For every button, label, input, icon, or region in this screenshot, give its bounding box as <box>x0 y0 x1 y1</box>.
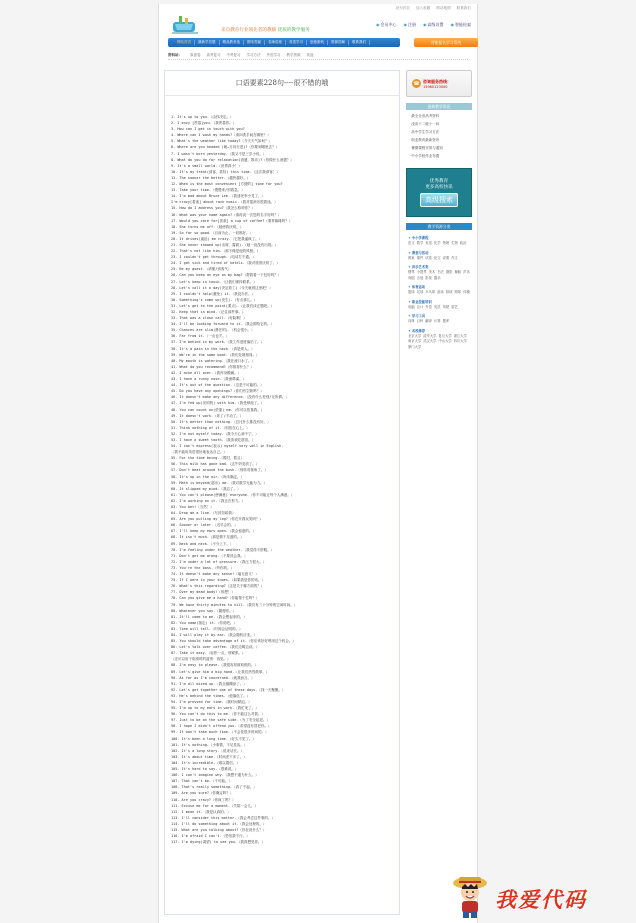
subnav-label: 资料站： <box>168 53 182 57</box>
news-item[interactable]: · 高中学生学习方法 <box>409 128 469 136</box>
article-panel <box>164 70 400 915</box>
nav-item[interactable]: 资源讲解 <box>328 40 349 45</box>
article-line: 10. It's my treat(请客，款待) this time.（这次我请客！） <box>171 169 280 174</box>
article-line: 74. It doesn't make any sense!（毫无意义！） <box>171 572 259 577</box>
article-line: 85. You should take advantage of it.（你应该好好利用这个机会。） <box>171 639 296 644</box>
nav-item[interactable]: 期末答疑 <box>244 40 265 45</box>
category-items[interactable]: 教案 课件 试卷 论文 说课 作文 <box>408 255 458 260</box>
article-line: 16. What was your name again?（请再说一次您的名字好吗？） <box>171 212 282 217</box>
article-line: 92. Let's get together one of these days.（找一天聚聚。） <box>171 687 286 692</box>
article-line: 101. It's nothing.（小事情，不足挂齿。） <box>171 742 248 747</box>
article-line: 72. I'm under a lot of pressure.（我压力很大。） <box>171 559 267 564</box>
article-line: 62. I'm working on it.（我正在努力。） <box>171 498 246 503</box>
article-line: 78. Can you give me a hand?（你能帮个忙吗？） <box>171 596 260 601</box>
article-line: 96. You can't do this to me.（你不能这么对我。） <box>171 712 266 717</box>
category-title[interactable]: ✦ 中小学课程 <box>408 235 470 240</box>
subnav-item[interactable]: 中考复习 <box>226 53 241 57</box>
category-items[interactable]: 语文 数学 英语 化学 物理 生物 政治 <box>408 241 467 245</box>
article-line: 77. Over my dead body!（休想！） <box>171 590 235 595</box>
sub-nav <box>168 52 468 60</box>
article-line: 18. She turns me off.（她使我厌烦。） <box>171 224 244 229</box>
article-line: 109. Are you sure?（你确定吗？） <box>171 791 234 796</box>
article-line: 24. I got sick and tired of hotels.（我对旅馆厌烦了。） <box>171 261 280 266</box>
article-line: 76. What's this regarding?（这是关于哪方面的？） <box>171 584 265 589</box>
news-item[interactable]: · 中小学校作业布置 <box>409 152 469 160</box>
article-line: 84. I will play it by ear.（我会随机应变。） <box>171 632 258 637</box>
article-line: 88. I'm easy to please.（我很容易被取悦的。） <box>171 663 258 668</box>
news-heading: 最新教学资讯 <box>406 103 472 110</box>
article-line: 89. Let's give him a big hand.（让我们热烈鼓掌。） <box>171 669 270 674</box>
article-line: 82. You name(指定) it.（你说吧。） <box>171 620 237 625</box>
article-line: 56. This milk has gone bad.（这牛奶变质了。） <box>171 462 260 467</box>
article-line: 60. It slipped my mind.（我忘了。） <box>171 486 241 491</box>
article-line: 32. Keep that in mind.（记住那件事。） <box>171 310 246 314</box>
article-line: 48. You can count on(依靠) me.（你可以依靠我。） <box>171 407 265 412</box>
article-line: 59. Math is beyond(超出) me.（我对数学无能为力。） <box>171 480 268 485</box>
article-line: 38. It's a pain in the neck.（真是烦人。） <box>171 346 255 351</box>
ad-line-2: 更多高校快讯 <box>425 185 453 190</box>
category-items[interactable]: 电脑 会计 外语 英语 驾驶 厨艺 <box>408 304 458 309</box>
article-line: 9. It's a small world.（世界真小！） <box>171 163 242 168</box>
article-line: 90. As far as I'm concerned.（就我而言。） <box>171 675 255 680</box>
article-line: 37. I'm behind in my work.（我工作进度落后了。） <box>171 340 265 345</box>
article-line: 73. You're the boss.（听你的。） <box>171 565 235 570</box>
subnav-item[interactable]: 其他 <box>306 53 314 57</box>
smart-search-link[interactable]: ◉ 智能检索 <box>451 22 472 28</box>
article-line: 23. I couldn't get through.（电话打不通。） <box>171 255 256 260</box>
article-line: 114. I'll do something about it.（我会处理的。） <box>171 821 267 826</box>
nav-item[interactable]: 网站首页 <box>174 40 195 45</box>
article-line: 104. It's incredible.（难以置信。） <box>171 760 240 765</box>
article-line: 31. Let's get to the point(要点).（让我们谈正题吧。） <box>171 303 275 308</box>
article-line: 97. Just to be on the safe side.（为了安全起见。） <box>171 718 270 723</box>
article-line: 66. Sooner or later.（迟早会的。） <box>171 523 238 528</box>
article-line: 20. It drives(逼迫) me crazy.（它把我逼疯了。） <box>171 236 263 241</box>
article-line: 112. I mean it.（我是认真的。） <box>171 809 231 814</box>
article-line: 106. I can't imagine why.（我想不通为什么。） <box>171 773 259 778</box>
article-line: 79. We have thirty minutes to kill.（我们有三十分钟的空闲时间。） <box>171 602 298 607</box>
article-line: 41. What do you recommend?（你推荐什么？） <box>171 364 254 369</box>
article-line: 108. That's really something.（真了不起。） <box>171 785 257 790</box>
article-line: 95. I'm up to my ears in work.（我忙死了。） <box>171 706 259 711</box>
article-line: 33. That was a close call.（好险啊！） <box>171 316 247 321</box>
category-title[interactable]: ✦ 职业技能培训 <box>408 299 470 304</box>
article-line: 6. Where are you headed (朝…方向行进)?（你要到哪里去？） <box>171 145 280 150</box>
category-title[interactable]: ✦ 名校推荐 <box>408 328 470 333</box>
category-items[interactable]: 钢琴 小提琴 美术 书法 摄影 舞蹈 声乐 戏剧 吉他 影视 器乐 <box>408 270 470 280</box>
article-line: 91. I'm all mixed up.（我全搞糊涂了。） <box>171 681 247 686</box>
article-line: 61. You can't please(使满意) everyone.（你不可能让每个人满意。） <box>171 492 295 497</box>
article-line: 19. So far so good.（目前为止，一切都好。） <box>171 230 254 235</box>
category-list <box>406 230 472 352</box>
category-items[interactable]: 北京大学 清华大学 复旦大学 浙江大学 南京大学 武汉大学 中山大学 四川大学 厦门大学 <box>408 333 467 349</box>
article-line: 70. I'm feeling under the weather.（我觉得不舒服。） <box>171 547 275 552</box>
article-line: 22. That's not like him.（那不像是他的风格。） <box>171 249 261 254</box>
header-slogan <box>221 27 310 33</box>
main-nav <box>168 38 400 47</box>
article-line: 81. It'll come to me.（我会想起来的。） <box>171 614 247 619</box>
article-line: 111. Excuse me for a moment.（失陪一会儿。） <box>171 803 259 808</box>
article-line: 36. Far from it.（一点也不。） <box>171 334 230 339</box>
article-line: 51. Think nothing of it.（别放在心上。） <box>171 425 250 430</box>
article-line: 1. It's up to you.（由你决定。） <box>171 115 234 119</box>
nav-item[interactable]: 英语学习 <box>286 40 307 45</box>
category-title[interactable]: ✦ 学习工具 <box>408 313 470 318</box>
article-line: 39. We're in the same boat.（我们处境相同。） <box>171 352 260 357</box>
category-items[interactable]: 篮球 足球 乒乓球 游泳 排球 网球 体操 <box>408 290 470 294</box>
article-line: 68. It isn't much.（那是微不足道的。） <box>171 535 244 540</box>
article-line: 64. Drop me a line.（写封信给我） <box>171 511 236 516</box>
top-link[interactable]: 网站地图 <box>436 5 451 10</box>
article-line: 21. She never showed up(出席，露面).（她一直没有出现。） <box>171 242 279 247</box>
article-line: 52. I'm not myself today.（我今天心神不宁。） <box>171 431 259 436</box>
article-line: 65. Are you pulling my leg?（你在开我玩笑吗？） <box>171 517 263 522</box>
article-line: 14. I'm mad about Bruce Lee.（我迷死李小龙了。） <box>171 194 266 199</box>
article-line: 103. It's about time.（时间差不多了。） <box>171 754 247 759</box>
site-header <box>159 12 477 38</box>
article-line: 26. Can you keep an eye on my bag?（帮我看一下包好吗？） <box>171 273 282 278</box>
article-line: 115. What are you talking about?（你在说什么？） <box>171 827 267 832</box>
user-links <box>376 22 471 28</box>
subnav-item[interactable]: 高考复习 <box>206 53 221 57</box>
article-line: 43. I have a runny nose.（我流鼻涕。） <box>171 377 247 382</box>
article-line: 25. Be my guest.（请便/别客气） <box>171 267 232 272</box>
article-line: 30. Something's come up(发生).（有点事儿。） <box>171 297 258 302</box>
ad-line-1: 优秀教育 <box>429 179 449 184</box>
article-line: 105. It's hard to say.（很难说。） <box>171 767 239 772</box>
article-line: 7. I wasn't born yesterday.（我又不是三岁小孩。） <box>171 151 267 156</box>
article-line: 47. I'm fed up(厌烦的) with him.（我受够他了。） <box>171 401 265 406</box>
article-line: 83. Time will tell.（时间会证明的。） <box>171 626 243 631</box>
brand-watermark: 我爱代码 <box>495 888 587 912</box>
nav-item[interactable]: 名师讲座 <box>265 40 286 45</box>
article-line: 12. When is the most convenient [方便的] time for you? <box>171 182 283 187</box>
subnav-item[interactable]: 原创卷 <box>190 53 201 57</box>
article-line: 102. It's a long story.（说来话长。） <box>171 748 244 753</box>
article-title: 口语要素228句----很不错的哦 <box>165 71 399 96</box>
article-line: 3. How can I get in touch with you? <box>171 127 245 132</box>
nav-item[interactable]: 创意游戏 <box>307 40 328 45</box>
article-line: 87. Take it easy.（轻松一点，别紧张。） <box>171 651 246 656</box>
article-line: 55. For the time being.（暂时，暂且） <box>171 456 244 461</box>
article-line: 67. I'll keep my ears open.（我会留意的。） <box>171 529 256 534</box>
article-line: 54. I can't express(表示) myself very well in English. <box>171 444 284 449</box>
article-line: 86. Let's talk over coffee.（我们边喝边谈。） <box>171 645 260 650</box>
hotline-title: 咨询服务热线： <box>423 78 451 84</box>
site-logo[interactable] <box>169 14 203 36</box>
article-line: 69. Neck and neck.（不分上下。） <box>171 541 234 546</box>
hotline-box <box>406 70 472 97</box>
news-item[interactable]: · 暑期课程安排与通知 <box>409 144 469 152</box>
slogan-orange: 来自教育行业领先者的教辅 <box>221 28 277 33</box>
article-line: 107. That can't be.（不可能。） <box>171 779 233 784</box>
top-link[interactable]: 联系我们 <box>456 5 471 10</box>
article-line: 28. Let's call it a day(决定收工)（今天就到这里吧！） <box>171 285 273 290</box>
advanced-search-button[interactable]: 高级搜索 <box>420 193 458 207</box>
subnav-item[interactable]: 教学资源 <box>286 53 301 57</box>
article-line: 50. It's better than nothing.（总比什么都没有好。） <box>171 419 271 424</box>
article-line: 11. The sooner the better.（越快越好。） <box>171 175 251 180</box>
article-line: 57. Don't beat around the bush.（别转弯抹角了。） <box>171 468 268 473</box>
nav-item[interactable]: 最新学员感 <box>195 40 220 45</box>
ad-banner[interactable] <box>406 168 472 217</box>
article-line: 99. It won't take much time.（不会花很多时间的。） <box>171 730 269 735</box>
slogan-green: 优质的教学服务 <box>277 28 310 33</box>
category-items[interactable]: 词典 百科 翻译 计算 题库 <box>408 319 450 323</box>
article-line: （我不能用英语很好地表达自己。） <box>171 450 227 455</box>
category-title[interactable]: ✦ 音乐艺术类 <box>408 264 470 269</box>
phone-icon: ☎ <box>413 80 420 87</box>
article-line: 110. Are you crazy?（你疯了吗？） <box>171 797 236 802</box>
article-line: 35. Chances are slim(渺茫的).（机会很小。） <box>171 328 255 333</box>
subnav-item[interactable]: 学习方法 <box>246 53 261 57</box>
article-line: 17. Would you care for[喜欢] a cup of coffee?（要杯咖啡吗？） <box>171 218 293 223</box>
nav-item[interactable]: 联系我们 <box>349 40 370 45</box>
top-link[interactable]: 加入收藏 <box>415 5 431 10</box>
hotline-number: 15960123000 <box>423 84 448 89</box>
article-line: （还可以用于临别时的道别：再见。） <box>171 657 231 662</box>
nav-item[interactable]: 精品教务选 <box>220 40 245 45</box>
subnav-item[interactable]: 外语学习 <box>266 53 281 57</box>
category-title[interactable]: ✦ 课堂与活动 <box>408 250 470 255</box>
signup-button[interactable]: 智能报名学习系统 <box>414 38 478 47</box>
article-line: 75. If I were in your shoes.（如果我是你的话。） <box>171 578 266 583</box>
category-title[interactable]: ✦ 体育运动 <box>408 284 470 289</box>
sidebar <box>406 70 472 352</box>
top-strip <box>159 4 477 12</box>
news-item[interactable]: · 浅谈十二级十一问 <box>409 120 469 128</box>
article-line: 34. I'll be looking forward to it.（我会期待它的。） <box>171 322 275 327</box>
article-line: 63. You bet!（当然！） <box>171 505 214 509</box>
top-link[interactable]: 设为首页 <box>395 5 410 10</box>
news-list <box>406 110 472 162</box>
settings-link[interactable]: ◉ 高级设置 <box>423 22 444 28</box>
article-line: 93. He's behind the times.（他落伍了。） <box>171 693 251 698</box>
article-line: 113. I'll consider this matter.（我会考虑这件事的。） <box>171 815 275 820</box>
article-line: 8. What do you do for relaxation(消遣，娱乐)?（你做什么消遣？） <box>171 157 294 162</box>
article-line: 5. What's the weather like today?（今天天气如何？） <box>171 139 273 144</box>
article-line: 98. I hope I didn't offend you.（希望没有冒犯你。） <box>171 724 272 729</box>
mascot-image <box>451 873 489 919</box>
news-item[interactable]: · 职业教育最新资讯 <box>409 136 469 144</box>
article-line: 94. I'm pressed for time.（我时间紧迫。） <box>171 700 252 704</box>
article-line: 46. It doesn't make any difference.（没有什么差别/无所谓。） <box>171 395 289 400</box>
article-line: 53. I have a sweet tooth.（我喜欢吃甜食。） <box>171 437 256 442</box>
article-line: 49. It doesn't work.（坏了/不动了。） <box>171 413 244 418</box>
category-heading: 教学资源分类 <box>406 223 472 230</box>
article-body <box>165 96 399 845</box>
article-line: 100. It's been a long time.（好久不见了。） <box>171 736 256 741</box>
article-line: 45. Do you have any openings?（你们有空缺吗？） <box>171 389 264 394</box>
article-line: 29. I couldn't help(避免) it.（我没办法。） <box>171 291 256 296</box>
article-line: 2. I envy [羡慕]you.（我羡慕你。） <box>171 121 237 126</box>
article-line: 117. I'm dying(渴望) to see you.（我真想见你。） <box>171 840 266 845</box>
article-line: 13. Take your time.（慢慢来/别着急。） <box>171 188 245 193</box>
article-line: 116. I'm afraid I can't.（恐怕我不行。） <box>171 834 250 839</box>
news-item[interactable]: · 最全全省高考资料 <box>409 112 469 120</box>
article-line: I'm crazy[着迷] about rock music.（我对摇滚乐很着迷。） <box>171 200 278 205</box>
article-line: 80. Whatever you say.（随便你。） <box>171 608 237 613</box>
article-line: 4. Where can I wash my hands?（请问洗手间在哪里？） <box>171 133 271 138</box>
article-line: 58. It's up in the air.（尚未确定。） <box>171 474 244 479</box>
article-line: 15. How do I address you?（我怎么称呼你？） <box>171 206 256 211</box>
article-line: 42. I ache all over.（我浑身酸痛。） <box>171 370 242 375</box>
member-center-link[interactable]: ◉ 会员中心 <box>376 22 397 28</box>
article-line: 27. Let's keep in touch.（让我们保持联系。） <box>171 279 257 284</box>
article-line: 71. Don't get me wrong.（不要误会我。） <box>171 553 248 558</box>
article-line: 44. It's out of the question.（这是不可能的。） <box>171 383 264 388</box>
article-line: 40. My mouth is watering.（我在流口水了。） <box>171 358 256 363</box>
register-link[interactable]: ◉ 注册 <box>404 22 417 28</box>
